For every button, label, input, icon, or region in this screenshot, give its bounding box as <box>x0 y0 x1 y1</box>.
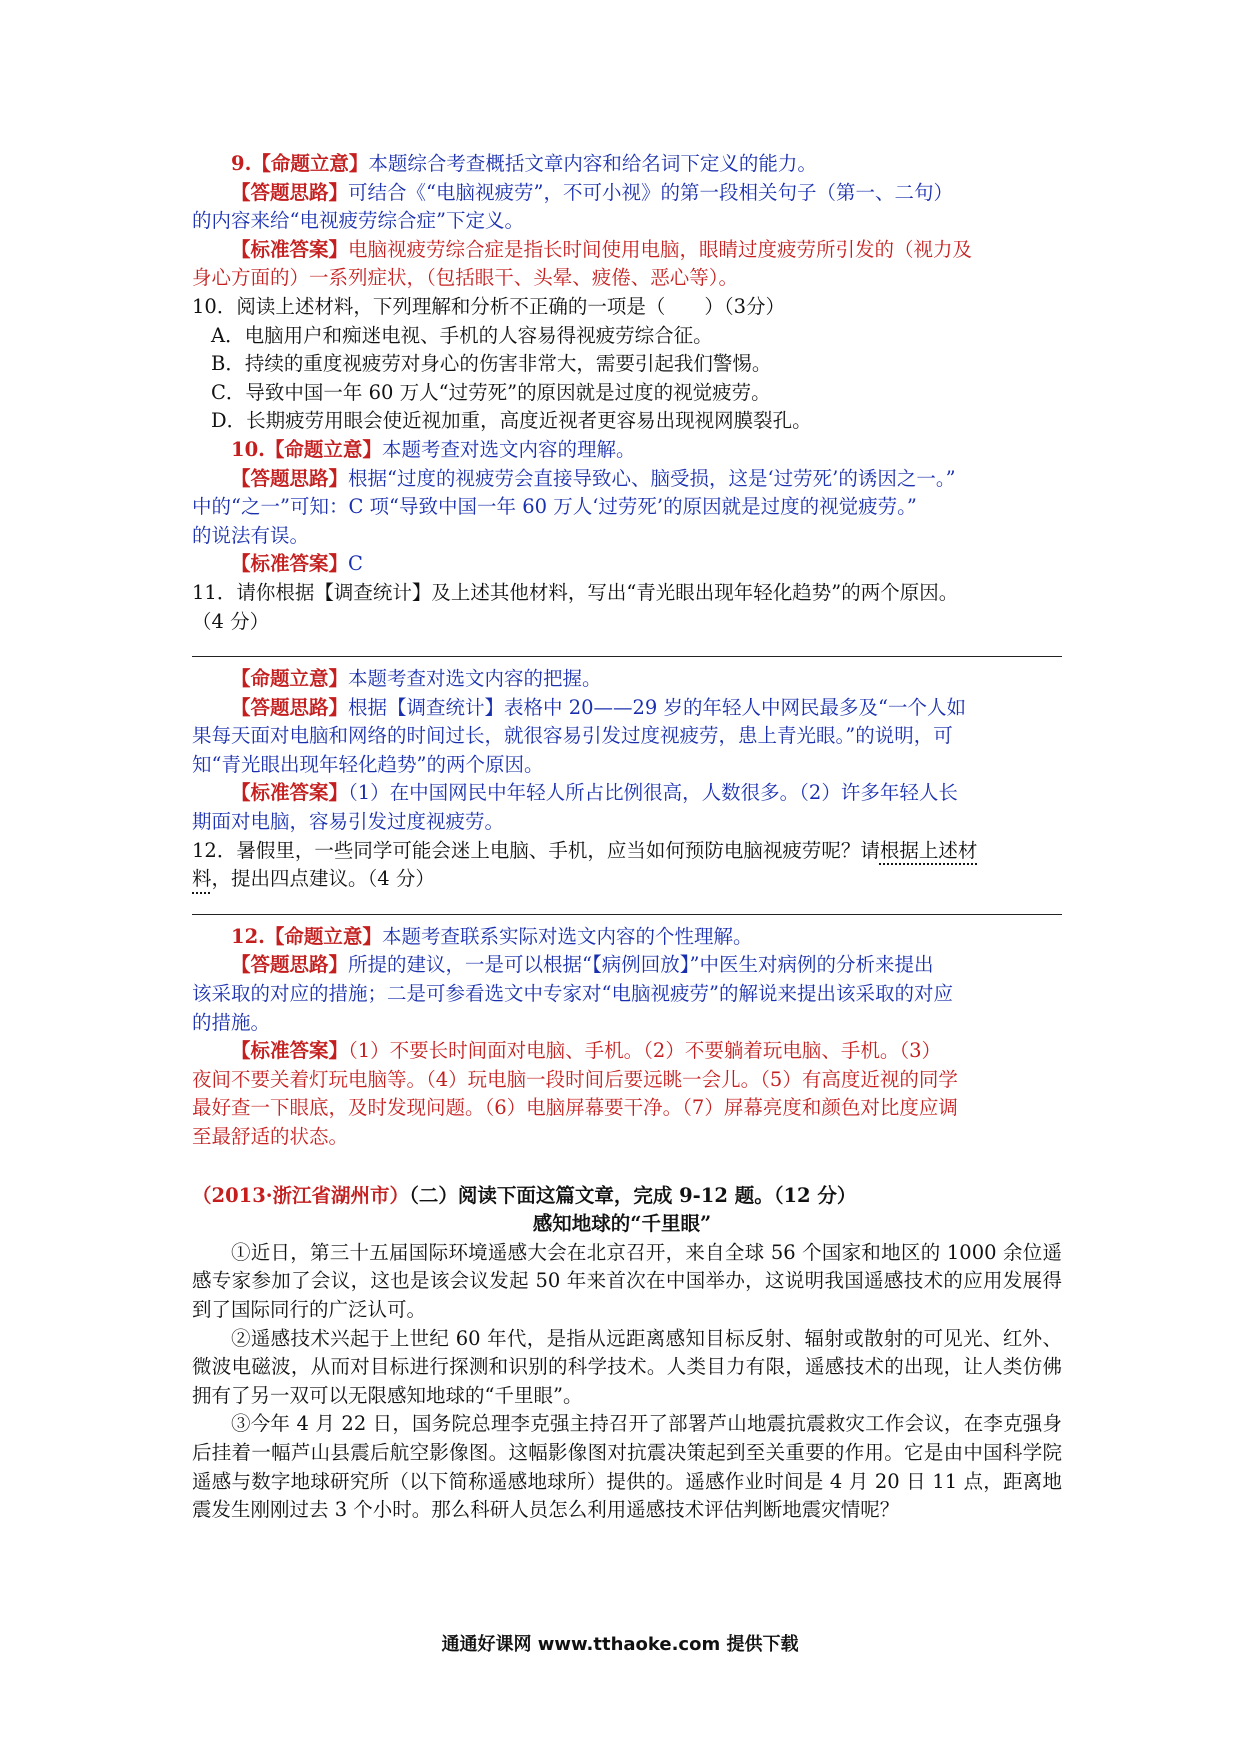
q11-approach-line <box>192 694 1062 723</box>
q9-answer-text-2: 身心方面的）一系列症状，（包括眼干、头晕、疲倦、恶心等）。 <box>192 266 739 290</box>
q9-approach-text-1: 可结合《“电脑视疲劳”，不可小视》的第一段相关句子（第一、二句） <box>348 180 953 204</box>
q11-answer-text-2: 期面对电脑，容易引发过度视疲劳。 <box>192 810 505 834</box>
q11-question-1: 11．请你根据【调查统计】及上述其他材料，写出“青光眼出现年轻化趋势”的两个原因。 <box>192 580 959 604</box>
q11-answer-line <box>192 779 1062 808</box>
passage-paragraph-3: ③今年 4 月 22 日，国务院总理李克强主持召开了部署芦山地震抗震救灾工作会议，在李克强身后挂着一幅芦山县震后航空影像图。这幅影像图对抗震决策起到至关重要的作用。它是由中国科学院遥感与数字地球研究所（以下简称遥感地球所）提供的。遥感作业时间是 4 月 20 日 11 点，距离地震发生刚刚过去 3 个小时。那么科研人员怎么利用遥感技术评估判断地震灾情呢？ <box>192 1412 1062 1522</box>
passage-paragraph-2: ②遥感技术兴起于上世纪 60 年代，是指从远距离感知目标反射、辐射或散射的可见光、红外、微波电磁波，从而对目标进行探测和识别的科学技术。人类目力有限，遥感技术的出现，让人类仿佛拥有了另一双可以无限感知地球的“千里眼”。 <box>192 1326 1062 1407</box>
q10-option-c: C．导致中国一年 60 万人“过劳死”的原因就是过度的视觉疲劳。 <box>211 380 771 404</box>
q12-approach-label: 【答题思路】 <box>231 953 349 977</box>
q12-approach-text-3: 的措施。 <box>192 1010 271 1034</box>
q9-answer-label: 【标准答案】 <box>231 237 349 261</box>
q12-question-1 <box>192 837 1062 866</box>
q12-intent-line <box>192 923 1062 952</box>
q10-approach-text-2: 中的“之一”可知：C 项“导致中国一年 60 万人‘过劳死’的原因就是过度的视觉疲劳。” <box>192 495 917 519</box>
q11-answer-label: 【标准答案】 <box>231 781 349 805</box>
q10-option-b: B．持续的重度视疲劳对身心的伤害非常大，需要引起我们警惕。 <box>211 352 772 376</box>
passage-paragraph-1: ①近日，第三十五届国际环境遥感大会在北京召开，来自全球 56 个国家和地区的 1000 余位遥感专家参加了会议，这也是该会议发起 50 年来首次在中国举办，这说明我国遥感技术的应用发展得到了国际同行的广泛认可。 <box>192 1240 1062 1321</box>
q9-intent-label: 9.【命题立意】 <box>231 152 369 175</box>
q12-answer-line-rule <box>192 914 1062 915</box>
q12-answer-text-3: 最好查一下眼底，及时发现问题。（6）电脑屏幕要干净。（7）屏幕亮度和颜色对比度应调 <box>192 1096 958 1120</box>
q12-answer-label: 【标准答案】 <box>231 1039 349 1063</box>
q12-question-emphasis-2: 料 <box>192 867 212 891</box>
q12-approach-text-2: 该采取的对应的措施；二是可参看选文中专家对“电脑视疲劳”的解说来提出该采取的对应 <box>192 982 953 1006</box>
q10-answer-label: 【标准答案】 <box>231 552 349 576</box>
q9-approach-text-2: 的内容来给“电视疲劳综合症”下定义。 <box>192 209 524 233</box>
q11-intent-text: 本题考查对选文内容的把握。 <box>348 667 602 691</box>
page-content <box>192 150 1062 1525</box>
q12-question-text-1: 12．暑假里，一些同学可能会迷上电脑、手机，应当如何预防电脑视疲劳呢？请 <box>192 838 880 862</box>
passage-header <box>192 1182 1062 1211</box>
q11-approach-text-1: 根据【调查统计】表格中 20——29 岁的年轻人中网民最多及“一个人如 <box>348 695 967 719</box>
q12-answer-text-4: 至最舒适的状态。 <box>192 1125 349 1148</box>
q12-question-text-2: ，提出四点建议。（4 分） <box>211 867 435 891</box>
q9-intent-text: 本题综合考查概括文章内容和给名词下定义的能力。 <box>368 152 817 175</box>
q10-option-d: D．长期疲劳用眼会使近视加重，高度近视者更容易出现视网膜裂孔。 <box>211 409 812 433</box>
q10-approach-label: 【答题思路】 <box>231 466 349 490</box>
q12-answer-line <box>192 1037 1062 1066</box>
q11-answer-line-rule <box>192 656 1062 657</box>
q12-answer-text-1: （1）不要长时间面对电脑、手机。（2）不要躺着玩电脑、手机。（3） <box>348 1039 941 1063</box>
q10-intent-line <box>192 436 1062 465</box>
q11-answer-text-1: （1）在中国网民中年轻人所占比例很高，人数很多。（2）许多年轻人长 <box>348 781 958 805</box>
q11-approach-text-2: 果每天面对电脑和网络的时间过长，就很容易引发过度视疲劳，患上青光眼。”的说明，可 <box>192 724 953 748</box>
q12-intent-text: 本题考查联系实际对选文内容的个性理解。 <box>381 924 753 948</box>
q12-approach-line <box>192 951 1062 980</box>
q11-question-2: （4 分） <box>192 609 270 633</box>
q10-approach-text-1: 根据“过度的视疲劳会直接导致心、脑受损，这是‘过劳死’的诱因之一。” <box>348 466 956 490</box>
q12-approach-text-1: 所提的建议，一是可以根据“【病例回放】”中医生对病例的分析来提出 <box>348 953 934 977</box>
q9-answer-text-1: 电脑视疲劳综合症是指长时间使用电脑，眼睛过度疲劳所引发的（视力及 <box>348 237 973 261</box>
q11-intent-line <box>192 665 1062 694</box>
q10-intent-text: 本题考查对选文内容的理解。 <box>381 437 636 461</box>
q9-answer-line <box>192 236 1062 265</box>
page-footer: 通通好课网 www.tthaoke.com 提供下载 <box>441 1634 799 1655</box>
q10-option-a: A．电脑用户和痴迷电视、手机的人容易得视疲劳综合征。 <box>211 323 713 347</box>
q10-intent-label: 10.【命题立意】 <box>231 437 382 461</box>
q12-question-emphasis-1: 根据上述材 <box>879 838 978 862</box>
q10-approach-line <box>192 465 1062 494</box>
q10-answer-line <box>192 550 1062 579</box>
q12-answer-text-2: 夜间不要关着灯玩电脑等。（4）玩电脑一段时间后要远眺一会儿。（5）有高度近视的同学 <box>192 1067 958 1091</box>
section-spacer <box>192 1152 1062 1182</box>
q12-intent-label: 12.【命题立意】 <box>231 924 382 948</box>
q11-intent-label: 【命题立意】 <box>231 667 349 691</box>
passage-title: 感知地球的“千里眼” <box>532 1212 712 1236</box>
q11-approach-label: 【答题思路】 <box>231 695 349 719</box>
q9-intent-line <box>192 150 1062 179</box>
q9-approach-label: 【答题思路】 <box>231 180 349 204</box>
passage-source: （2013·浙江省湖州市） <box>192 1183 410 1207</box>
q10-answer-text: C <box>348 552 363 576</box>
q10-approach-text-3: 的说法有误。 <box>192 523 310 547</box>
q10-question: 10．阅读上述材料，下列理解和分析不正确的一项是（ ）（3分） <box>192 294 785 318</box>
q11-approach-text-3: 知“青光眼出现年轻化趋势”的两个原因。 <box>192 752 544 776</box>
passage-instruction: （二）阅读下面这篇文章，完成 9-12 题。（12 分） <box>409 1183 857 1207</box>
q12-question-2 <box>192 865 1062 894</box>
q9-approach-line <box>192 179 1062 208</box>
